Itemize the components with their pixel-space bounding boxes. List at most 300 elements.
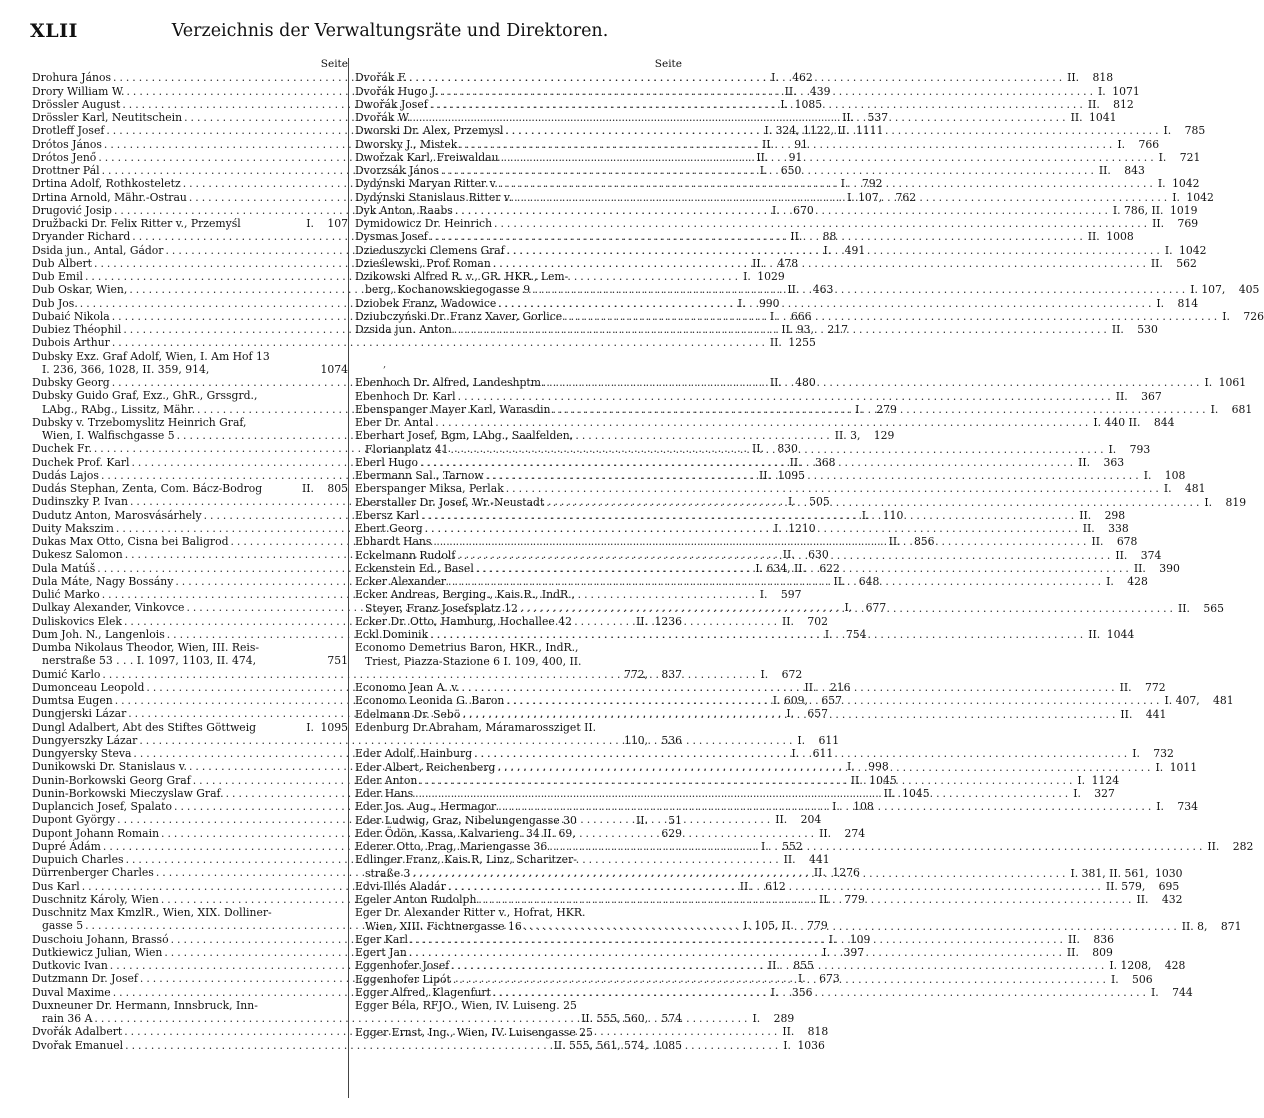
page-number: XLII [30,20,78,42]
leader-dots [451,973,1111,986]
entry-page: 480 [795,376,816,389]
entry-volume-ref: II. [1067,932,1080,946]
leader-dots [460,708,1120,721]
entry-volume-ref: II. [1119,681,1132,694]
entry-page: 107 [327,217,348,230]
leader-dots [484,469,1144,482]
entry-volume-ref: I. [822,945,831,959]
entry-name: Dupré Ádám [32,839,101,853]
entry-volume-ref: I. [1204,495,1213,509]
entry-name: Dzieślewski, Prof Roman [355,256,491,270]
entry-name: Dutzmann Dr. Josef [32,972,138,986]
entry-name: Dutkiewicz Julian, Wien [32,945,163,959]
entry-name: Edlinger Franz, Kais.R, Linz, Scharitzer- [355,853,577,867]
entry-name: Dudutz Anton, Marosvásárhely [32,508,202,522]
entry-volume-ref: II. [767,959,780,972]
entry-page: 108 [1164,469,1186,482]
entry-page: 405 [1238,283,1260,297]
entry-name: Drössler August [32,97,121,111]
entry-name: Drtina Adolf, Rothkosteletz [32,177,181,191]
entry-page: 274 [844,826,866,840]
entry-name: Dvořák Adalbert [32,1025,123,1039]
entry-page: 792 [861,177,883,191]
leader-dots [413,787,1073,800]
entry-name: Dydýnski Maryan Ritter v. [355,177,498,191]
entry-volume-ref: I. [1163,482,1172,496]
leader-dots [455,549,1115,562]
entry-name: Dumtsa Eugen [32,694,113,707]
entry-volume-ref: I. [824,627,833,641]
leader-dots [423,522,1083,535]
entry-volume-ref: II. [790,230,803,244]
entry-volume-ref: I. [306,217,314,230]
entry-name: Duschnitz Károly, Wien [32,892,159,906]
entry-volume-ref: I. [1210,402,1219,416]
entry-name: Dunikowski Dr. Stanislaus v. [32,760,187,774]
entry-page: 1029 [757,270,785,283]
entry-name: Steyer, Franz Josefsplatz 12 [365,601,518,615]
entry-volume-ref: II. [1088,628,1101,641]
entry-page: 1255 [788,336,816,350]
entry-volume-ref: II. [1115,389,1128,403]
entry-volume-ref: I. [760,667,769,681]
entry-page: 441 [1145,707,1167,721]
entry-name: Dyk Anton, Raabs [355,203,453,217]
entry-name: gasse 5 [42,919,84,933]
entry-name: Dzikowski Alfred R. v., GR. HKR., Lem- [355,270,569,283]
entry-name: Dulić Marko [32,588,100,601]
entry-page: 657 [807,707,829,721]
index-entry [355,1012,682,1025]
page-title: Verzeichnis der Verwaltungsräte und Direktoren. [171,21,609,41]
entry-name: Eder Ludwig, Graz, Nibelungengasse 30 [355,813,577,827]
entry-page: 836 [1093,932,1114,946]
entry-page: 1095 [777,468,805,482]
leader-dots [498,177,1158,190]
seite-label-right: Seite [654,58,682,70]
entry-name: Dydýnski Stanislaus Ritter v. [355,190,513,204]
entry-page: 672 [781,667,803,681]
entry-page: 772 [1144,681,1166,694]
entry-name: Eder Adolf, Hainburg [355,747,473,761]
entry-name: Dwořák Josef [355,97,428,111]
entry-name: Eggenhofer Josef [355,959,450,973]
entry-name: Egger Ernst, Ing., Wien, IV. Luisengasse 25 [355,1025,593,1039]
entry-page: 819 [1225,495,1247,509]
column-divider [348,58,349,1098]
entry-page: 818 [1092,71,1114,85]
index-entry [32,721,348,734]
entry-volume-ref: I. [1156,296,1165,310]
entry-volume-ref: I. [1143,469,1152,482]
entry-volume-ref: II. [1120,707,1133,721]
entry-volume-ref: II. [883,786,896,800]
entry-volume-ref: I. [828,932,837,946]
entry-volume-ref: I. [788,495,796,509]
entry-page: 1276 [832,866,860,880]
entry-name: Ebert Georg [355,522,423,535]
entry-page: 837 [661,667,682,681]
entry-name: Dula Matúš [32,561,96,575]
entry-name: Wien, XIII. Fichtnergasse 16 [365,919,522,933]
entry-page: 1071 [1112,84,1140,98]
entry-page: 762 [895,190,917,204]
entry-page: 1011 [1169,760,1198,774]
entry-name: Dysmas Josef [355,230,428,244]
entry-name: Eder Jos. Aug., Hermagor [355,800,497,814]
entry-name: Dzsida jun. Anton [355,323,452,336]
entry-page: 805 [327,482,348,495]
entry-page: 298 [1104,508,1126,522]
entry-volume-ref: I. 105, II. [743,919,794,933]
entry-page: 1019 [1170,203,1198,217]
entry-volume-ref: I. 107, [1190,283,1226,297]
page-header [30,20,680,48]
entry-name: Dvořák F. [355,71,408,85]
entry-name: Dubsky v. Trzebomyslitz Heinrich Graf, [32,415,247,429]
entry-volume-ref: I. [773,521,782,535]
entry-name: Dubiez Théophil [32,323,122,336]
entry-volume-ref: II. [804,680,817,694]
entry-page: 1124 [1091,773,1120,787]
entry-page: 809 [1092,946,1113,959]
entry-volume-ref: I. [737,296,746,310]
entry-name: Dworsky J., Mistek [355,137,458,151]
entry-name: Dutkovic Ivan [32,959,108,972]
leader-dots [474,562,1134,575]
leader-dots [433,416,1093,429]
entry-name: Dudás Lajos [32,468,99,482]
entry-name: Dukesz Salomon [32,548,123,562]
entry-name: straße 3 [365,866,411,880]
leader-dots [408,933,1068,946]
entry-volume-ref: II. [782,548,795,562]
entry-name: Eckl Dominik [355,628,429,641]
entry-name: Eggenhofer Lipót [355,972,451,986]
entry-name: Egger Alfred, Klagenfurt [355,985,491,999]
leader-dots [504,482,1164,495]
entry-name: Dziubczyński Dr. Franz Xaver, Gorlice [355,309,563,323]
entry-name: Drory William W. [32,84,125,98]
index-entry [355,999,682,1012]
index-entry [355,588,682,601]
entry-page: 282 [1232,840,1254,853]
leader-dots [407,71,1067,84]
entry-volume-ref: I. [780,97,789,111]
entry-volume-ref: II. [756,150,769,164]
entry-volume-ref: II. 93, [781,323,814,336]
entry-volume-ref: I. [861,508,870,522]
entry-name: Ecker Alexander [355,575,447,588]
entry-volume-ref: II. [783,853,796,866]
entry-name: Dupuich Charles [32,853,124,866]
leader-dots [476,893,1136,906]
entry-page: 769 [1177,217,1199,230]
entry-page: 432 [1161,893,1183,906]
entry-page: 648 [858,574,880,588]
entry-page: 1008 [1106,230,1134,244]
entry-name: Dubois Arthur [32,336,110,350]
entry-volume-ref: I. [844,601,853,615]
entry-name: Dula Máte, Nagy Bossány [32,574,174,588]
index-entry [32,336,816,350]
entry-name: Economo Jean A. v. [355,681,460,694]
entry-name: Drössler Karl, Neutitschein [32,111,183,124]
entry-page: 279 [876,402,897,416]
entry-name: Dumba Nikolaus Theodor, Wien, III. Reis- [32,641,260,654]
entry-page: 428 [1127,575,1148,588]
entry-name: Dum Joh. N., Langenlois [32,627,165,641]
entry-name: Dungl Adalbert, Abt des Stiftes Göttweig [32,720,257,734]
entry-volume-ref: I. [759,588,768,601]
entry-name: Dubsky Georg [32,376,110,389]
entry-volume-ref: I. [1157,177,1166,191]
leader-dots [518,602,1178,615]
entry-page: 998 [868,760,889,774]
entry-volume-ref: I. [823,243,832,257]
entry-page: 204 [800,813,822,827]
entry-volume-ref: I. [1106,575,1114,588]
entry-page: 830 [777,442,798,456]
entry-page: 428 [1164,959,1186,973]
entry-name: Dulkay Alexander, Vinkovce [32,601,185,615]
entry-page: 505 [809,495,830,509]
entry-page: 681 [1231,402,1253,416]
entry-name: Eber Dr. Antal [355,416,434,429]
entry-name: nerstraße 53 . . . I. 1097, 1103, II. 474, [42,654,257,668]
index-entry [355,721,682,734]
entry-name: II. 555, 561, 574, [553,1038,648,1052]
entry-name: Edenburg Dr.Abraham, Máramarossziget II. [355,720,597,734]
entry-volume-ref: II. [789,455,802,469]
entry-volume-ref: II. [819,826,832,840]
entry-volume-ref: II. [769,336,782,350]
entry-volume-ref: II. [751,442,764,456]
entry-volume-ref: II. 579, [1105,879,1146,893]
entry-name: Eger Dr. Alexander Ritter v., Hofrat, HKR. [355,906,586,920]
entry-name: Dymidowicz Dr. Heinrich [355,217,493,230]
entry-page: 1210 [788,521,816,535]
entry-volume-ref: I. [1110,972,1119,986]
entry-name: Dworski Dr. Alex, Przemysl [355,124,504,138]
entry-page: 1045 [902,786,930,800]
entry-volume-ref: I. [1163,124,1172,138]
leader-dots [547,840,1207,853]
index-entry [355,814,682,827]
entry-name: Dubaić Nikola [32,309,110,323]
entry-name: Duval Maxime [32,985,111,999]
leader-dots [512,191,1172,204]
entry-page: 843 [1124,164,1145,177]
index-entry [32,654,348,667]
entry-page: 565 [1203,601,1224,615]
entry-volume-ref: II. [1067,71,1080,85]
leader-dots [550,403,1210,416]
index-entry [355,482,1206,496]
entry-page: 481 [1213,694,1234,708]
entry-volume-ref: II. [1133,561,1146,575]
entry-volume-ref: II. [1079,508,1092,522]
entry-volume-ref: I. 786, II. [1112,203,1164,217]
entry-name: Dvořák W. [355,111,411,124]
leader-dots [522,920,1182,933]
entry-volume-ref: II. [1087,230,1100,244]
index-entry [355,655,682,668]
entry-name: Dupont Johann Romain [32,826,160,840]
entry-volume-ref: I. [1098,84,1106,98]
entry-name: Dzieduszycki Clemens Graf [355,243,505,257]
entry-volume-ref: II. [1091,535,1104,549]
entry-name: Eckenstein Ed., Basel [355,561,474,575]
entry-volume-ref: II. [1070,111,1083,124]
entry-name: Ebersz Karl [355,508,420,522]
index-entry [32,217,348,230]
entry-volume-ref: I. 1208, [1109,959,1152,973]
entry-page: 673 [819,972,840,986]
entry-page: 1044 [1106,628,1135,641]
entry-page: 1030 [1155,866,1183,880]
entry-page: 990 [758,296,780,310]
index-entry [32,389,348,402]
entry-volume-ref: II. [813,866,826,880]
entry-volume-ref: I. [752,1012,761,1025]
entry-page: 721 [1179,150,1201,164]
entry-name: Dub Emil [32,270,83,283]
index-entry [355,270,682,283]
entry-volume-ref: I. [772,203,780,217]
entry-name: Egert Jan [355,946,407,959]
entry-volume-ref: II. [842,111,855,124]
leader-dots [419,509,1079,522]
entry-page: 506 [1132,972,1153,986]
entry-page: 441 [809,853,830,866]
entry-page: 1074 [320,362,348,376]
leader-dots [428,98,1088,111]
entry-page: 630 [808,548,829,562]
entry-name: Ebenhoch Dr. Karl [355,389,456,403]
entry-name: Duchek Fr. [32,442,92,456]
entry-volume-ref: I. [759,164,768,177]
leader-dots [530,283,1190,296]
entry-page: 678 [1116,535,1138,549]
index-entry [355,416,1175,429]
entry-name: berg, Kochanowskiegogasse 9 [365,283,531,297]
entry-page: 666 [790,309,812,323]
entry-page: 744 [1172,985,1193,999]
entry-name: Dudás Stephan, Zenta, Com. Bácz-Bodrog [32,482,263,495]
entry-name: Duplancich Josef, Spalato [32,800,173,813]
leader-dots [431,535,1091,548]
entry-page: 91 [794,137,808,151]
entry-page: 1236 [654,614,682,628]
entry-name: Florianplatz 41 [365,442,449,456]
entry-page: 1111 [855,124,884,138]
entry-page: 491 [844,243,866,257]
entry-volume-ref: I. 381, II. 561, [1070,866,1149,880]
entry-page: 216 [829,680,851,694]
entry-name: Dvořak Emanuel [32,1038,124,1052]
entry-name: Drótos Jenő [32,150,97,164]
entry-volume-ref: I. [791,747,800,760]
leader-dots [499,151,1159,164]
entry-name: Drtina Arnold, Mähr.-Ostrau [32,190,187,204]
entry-volume-ref: II. [1111,323,1124,336]
entry-name: Drohura János [32,71,112,85]
entry-name: Egger Béla, RFJO., Wien, IV. Luiseng. 25 [355,999,577,1012]
entry-page: 463 [812,283,834,297]
entry-volume-ref: I. [783,1038,791,1052]
entry-volume-ref: II. 8, [1181,919,1208,933]
entry-volume-ref: I. [1073,787,1081,800]
leader-dots [446,575,1106,588]
entry-page: 629 [661,826,682,840]
entry-page: 732 [1153,747,1174,761]
leader-dots [504,694,1164,707]
entry-page: 818 [807,1025,829,1039]
entry-volume-ref: I. [771,71,779,85]
entry-name: Dungjerski Lázar [32,707,127,721]
entry-page: 695 [1158,879,1180,893]
entry-name: Eberl Hugo [355,455,419,469]
entry-volume-ref: II. [833,574,846,588]
entry-page: 844 [1153,416,1175,429]
entry-volume-ref: II. [769,376,782,389]
entry-page: 855 [793,959,814,972]
entry-volume-ref: I. [1151,985,1159,999]
entry-name: Egeler Anton Rudolph [355,893,477,906]
entry-page: 1045 [869,773,897,787]
leader-dots [460,681,1120,694]
leader-dots [492,217,1152,230]
entry-volume-ref: I. [1156,800,1164,814]
entry-page: 374 [1140,548,1162,562]
entry-page: 109 [849,932,871,946]
entry-page: 622 [819,561,840,575]
entry-volume-ref: II. [1087,97,1100,111]
entry-page: 88 [822,230,837,244]
entry-page: 657 [821,694,842,707]
leader-dots [456,390,1116,403]
entry-name: Duschoiu Johann, Brassó [32,932,169,946]
entry-page: 766 [1138,137,1160,151]
entry-page: 1085 [654,1038,682,1052]
leader-dots [544,496,1204,509]
entry-name: Dunin-Borkowski Mieczyslaw Graf. [32,786,224,800]
entry-volume-ref: II. [1082,522,1095,535]
index-entry [355,853,682,866]
entry-volume-ref: I. [832,800,840,813]
entry-name: Dziobek Franz, Wadowice [355,296,497,310]
entry-name: Eder Hans [355,787,414,800]
leader-dots [457,138,1117,151]
entry-volume-ref: I. 440 II. [1093,416,1141,429]
entry-volume-ref: II. [782,614,794,628]
entry-page: 1042 [1186,190,1214,204]
entry-volume-ref: I. [760,839,769,853]
leader-dots [438,85,1098,98]
entry-volume-ref: II. [1115,548,1128,562]
entry-page: 726 [1243,309,1264,323]
entry-name: Dubsky Exz. Graf Adolf, Wien, I. Am Hof 13 [32,349,270,363]
entry-volume-ref: II. [752,256,765,270]
entry-name: Edvi-Illés Aladár [355,879,446,893]
entry-volume-ref: I. [797,733,806,747]
entry-name: Ebermann Sal., Tarnow [355,469,484,482]
leader-dots [544,376,1204,389]
entry-page: 356 [791,985,813,999]
entry-page: 612 [765,879,786,893]
entry-page: 650 [780,164,802,177]
